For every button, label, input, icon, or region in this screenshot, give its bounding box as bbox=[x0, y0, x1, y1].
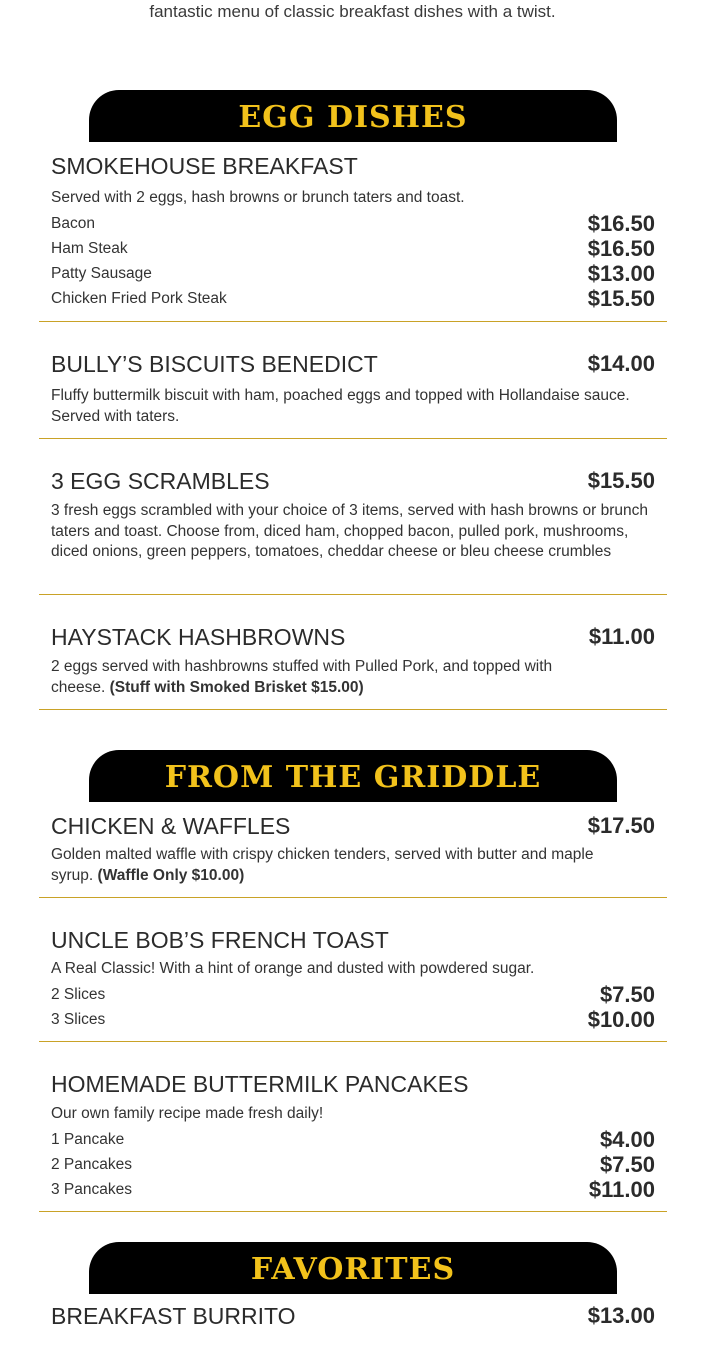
price-option-row bbox=[51, 1127, 655, 1152]
price-option-row bbox=[51, 236, 655, 261]
price-option-row bbox=[51, 1007, 655, 1032]
intro-text: fantastic menu of classic breakfast dishes with a twist. bbox=[149, 2, 556, 21]
option-price: $4.00 bbox=[599, 1127, 655, 1152]
menu-item-biscuits-benedict bbox=[39, 322, 667, 439]
item-title: UNCLE BOB’S FRENCH TOAST bbox=[51, 927, 389, 953]
item-description bbox=[51, 845, 621, 886]
item-price: $13.00 bbox=[587, 1303, 655, 1328]
option-label: Ham Steak bbox=[51, 240, 128, 257]
item-description-text: Golden malted waffle with crispy chicken tenders, served with butter and maple syrup. bbox=[51, 846, 594, 884]
option-label: 2 Slices bbox=[51, 986, 106, 1003]
menu-item-egg-scrambles bbox=[39, 439, 667, 595]
menu-item-haystack-hashbrowns bbox=[39, 595, 667, 710]
item-description: Served with 2 eggs, hash browns or brunch taters and toast. bbox=[51, 189, 465, 206]
item-description bbox=[51, 657, 591, 698]
option-price: $11.00 bbox=[588, 1177, 655, 1202]
item-description: Our own family recipe made fresh daily! bbox=[51, 1105, 324, 1122]
item-description: Fluffy buttermilk biscuit with ham, poached eggs and topped with Hollandaise sauce. Served with taters. bbox=[51, 387, 630, 425]
option-price: $7.50 bbox=[599, 982, 655, 1007]
option-price: $13.00 bbox=[587, 261, 655, 286]
option-price: $7.50 bbox=[599, 1152, 655, 1177]
option-label: 1 Pancake bbox=[51, 1131, 125, 1148]
item-price: $17.50 bbox=[587, 813, 655, 838]
menu-item-smokehouse-breakfast bbox=[39, 142, 667, 322]
item-title: HAYSTACK HASHBROWNS bbox=[51, 624, 346, 650]
price-option-row bbox=[51, 1152, 655, 1177]
section-banner-egg-dishes bbox=[89, 90, 617, 142]
option-price: $15.50 bbox=[587, 286, 655, 311]
item-title: BREAKFAST BURRITO bbox=[51, 1303, 296, 1329]
price-option-row bbox=[51, 286, 655, 311]
price-option-row bbox=[51, 211, 655, 236]
option-label: Chicken Fried Pork Steak bbox=[51, 290, 227, 307]
item-title: BULLY’S BISCUITS BENEDICT bbox=[51, 351, 378, 377]
option-label: Bacon bbox=[51, 215, 95, 232]
menu-item-buttermilk-pancakes bbox=[39, 1042, 667, 1212]
item-title: 3 EGG SCRAMBLES bbox=[51, 468, 270, 494]
item-price: $15.50 bbox=[587, 468, 655, 493]
option-price: $16.50 bbox=[587, 211, 655, 236]
option-price: $16.50 bbox=[587, 236, 655, 261]
menu-item-french-toast bbox=[39, 898, 667, 1042]
option-label: 2 Pancakes bbox=[51, 1156, 132, 1173]
option-label: Patty Sausage bbox=[51, 265, 152, 282]
section-heading: FROM THE GRIDDLE bbox=[164, 760, 542, 795]
item-title: HOMEMADE BUTTERMILK PANCAKES bbox=[51, 1071, 469, 1097]
item-note: (Waffle Only $10.00) bbox=[97, 866, 245, 884]
item-description-text: 2 eggs served with hashbrowns stuffed with Pulled Pork, and topped with cheese. bbox=[51, 658, 553, 696]
item-price: $14.00 bbox=[587, 351, 655, 376]
item-description: A Real Classic! With a hint of orange and dusted with powdered sugar. bbox=[51, 960, 535, 977]
option-label: 3 Slices bbox=[51, 1011, 106, 1028]
section-banner-favorites bbox=[89, 1242, 617, 1294]
section-heading: EGG DISHES bbox=[238, 100, 468, 135]
section-heading: FAVORITES bbox=[250, 1252, 456, 1287]
price-option-row bbox=[51, 982, 655, 1007]
item-price: $11.00 bbox=[588, 624, 655, 649]
option-price: $10.00 bbox=[587, 1007, 655, 1032]
price-option-row bbox=[51, 261, 655, 286]
option-label: 3 Pancakes bbox=[51, 1181, 132, 1198]
item-title: SMOKEHOUSE BREAKFAST bbox=[51, 153, 358, 179]
section-banner-from-the-griddle bbox=[89, 750, 617, 802]
menu-item-breakfast-burrito bbox=[39, 1294, 667, 1354]
price-option-row bbox=[51, 1177, 655, 1202]
menu-item-chicken-waffles bbox=[39, 802, 667, 898]
item-title: CHICKEN & WAFFLES bbox=[51, 813, 291, 839]
item-note: (Stuff with Smoked Brisket $15.00) bbox=[109, 678, 364, 696]
item-description: 3 fresh eggs scrambled with your choice of 3 items, served with hash browns or brunch taters and toast. Choose from, diced ham, chopped bacon, pulled pork, mushrooms, diced onions, green peppers, tomatoes, cheddar cheese or bleu cheese crumbles bbox=[51, 502, 649, 561]
